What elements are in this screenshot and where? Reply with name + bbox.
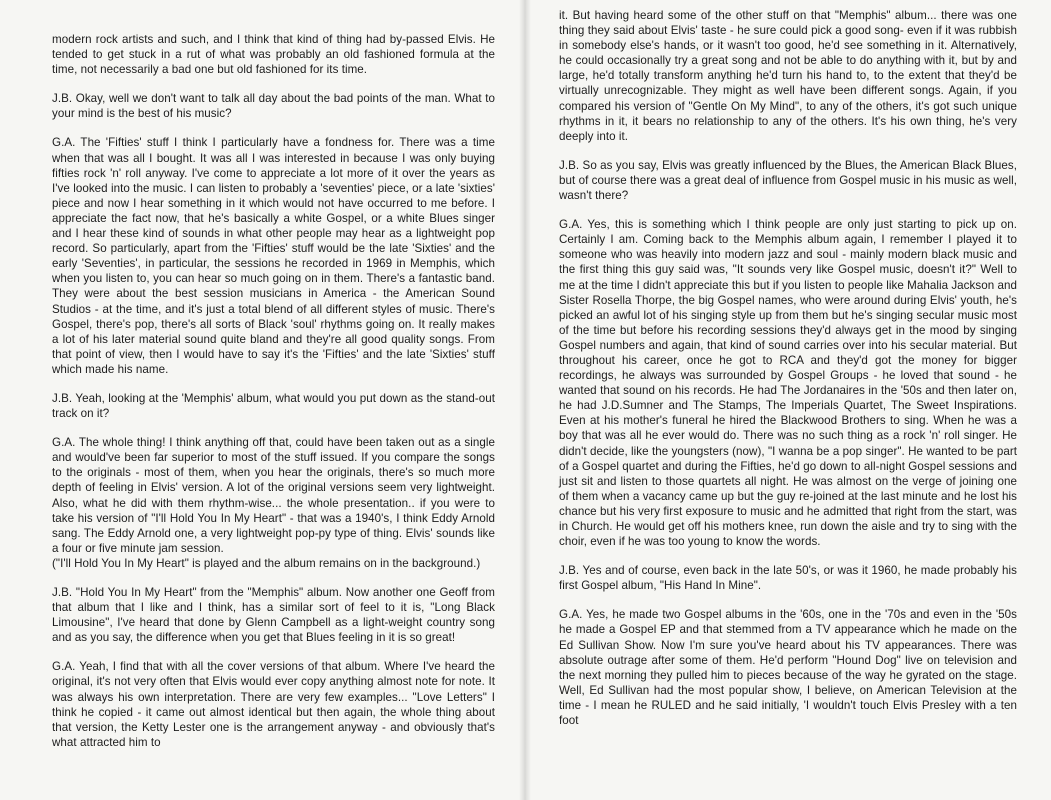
paragraph: J.B. Yeah, looking at the 'Memphis' album, what would you put down as the stand-out track on it? bbox=[52, 391, 495, 421]
paragraph: G.A. The 'Fifties' stuff I think I particularly have a fondness for. There was a time when that was all I bought. It was all I was interested in because I was only buying fifties rock 'n' roll anyway. I've come to appreciate a lot more of it over the years as I've looked into the music. I can listen to probably a 'seventies' piece, or a late 'sixties' piece and now I hear something in it which would not have occurred to me before. I appreciate the fact now, that he's basically a white Gospel, or a white Blues singer and I hear these kind of sounds in what other people may hear as a lightweight pop record. So particularly, apart from the 'Fifties' stuff would be the late 'Sixties' and the early 'Seventies', in particular, the sessions he recorded in 1969 in Memphis, which when you listen to, you can hear so much going on in them. There's a fantastic band. They were about the best session musicians in America - the American Sound Studios - at the time, and it's just a total blend of all different styles of music. There's Gospel, there's pop, there's all sorts of Black 'soul' rhythms going on. It really makes a lot of his later material sound quite bland and they're all good quality songs. From that point of view, then I would have to say it's the 'Fifties' and the late 'Sixties' stuff which made his name. bbox=[52, 136, 495, 376]
paragraph: it. But having heard some of the other stuff on that "Memphis" album... there was one thing they said about Elvis' taste - he sure could pick a good song- even if it was rubbish in somebody else's hands, or it wasn't too good, he'd see something in it. Alternatively, he could occasionally try a great song and not be able to do anything with it, but by and large, he'd totally transform anything he'd turn his hand to, to the extent that they'd be virtually unrecognizable. They might as well have been different songs. Again, if you compared his version of "Gentle On My Mind", to any of the others, it's got such unique rhythms in it, it bears no relationship to any of the others. It's his own thing, he's very deeply into it. bbox=[559, 9, 1017, 143]
paragraph: G.A. Yeah, I find that with all the cover versions of that album. Where I've heard the original, it's not very often that Elvis would ever copy anything almost note for note. It was always his own interpretation. There are very few examples... "Love Letters" I think he copied - it came out almost identical but then again, the whole thing about that version, the Ketty Lester one is the arrangement anyway - and obviously that's what attracted him to bbox=[52, 660, 495, 749]
paragraph: J.B. "Hold You In My Heart" from the "Memphis" album. Now another one Geoff from that album that I like and I think, has a similar sort of feel to it is, "Long Black Limousine", I've heard that done by Glenn Campbell as a light-weight country song and as you say, the difference when you get that Blues feeling in it is so great! bbox=[52, 586, 495, 645]
paragraph: J.B. Yes and of course, even back in the late 50's, or was it 1960, he made probably his first Gospel album, "His Hand In Mine". bbox=[559, 564, 1017, 593]
page-gutter bbox=[519, 0, 531, 800]
right-page bbox=[525, 0, 1051, 800]
paragraph: modern rock artists and such, and I think that kind of thing had by-passed Elvis. He tended to get stuck in a rut of what was probably an old fashioned formula at the time, not necessarily a bad one but old fashioned for its time. bbox=[52, 33, 495, 77]
paragraph: J.B. So as you say, Elvis was greatly influenced by the Blues, the American Black Blues, but of course there was a great deal of influence from Gospel music in his music as well, wasn't there? bbox=[559, 158, 1017, 203]
paragraph: G.A. The whole thing! I think anything off that, could have been taken out as a single and would've been far superior to most of the stuff issued. If you compare the songs to the originals - most of them, when you hear the originals, there's so much more depth of feeling in Elvis' version. A lot of the original versions seem very lightweight. Also, what he did with them rhythm-wise... the whole presentation.. if you were to take his version of "I'll Hold You In My Heart" - that was a 1940's, I think Eddy Arnold sang. The Eddy Arnold one, a very lightweight pop-py type of thing. Elvis' sounds like a four or five minute jam session. bbox=[52, 436, 495, 555]
stage-note: ("I'll Hold You In My Heart" is played and the album remains on in the background.) bbox=[52, 556, 481, 570]
left-page bbox=[0, 0, 525, 800]
paragraph: G.A. Yes, he made two Gospel albums in the '60s, one in the '70s and even in the '50s he made a Gospel EP and that stemmed from a TV appearance which he made on the Ed Sullivan Show. Now I'm sure you've heard about his TV appearances. There was absolute outrage after some of them. He'd perform "Hound Dog" live on television and the next morning they pulled him to pieces because of the way he gyrated on the stage. Well, Ed Sullivan had the most popular show, I believe, on American Television at the time - I mean he RULED and he said initially, 'I wouldn't touch Elvis Presley with a ten foot bbox=[559, 608, 1017, 728]
paragraph: J.B. Okay, well we don't want to talk all day about the bad points of the man. What to your mind is the best of his music? bbox=[52, 92, 495, 121]
paragraph: G.A. Yes, this is something which I think people are only just starting to pick up on. Certainly I am. Coming back to the Memphis album again, I remember I played it to someone who was heavily into modern jazz and soul - mainly modern black music and the first thing this guy said was, "It sounds very like Gospel music, doesn't it?" Well to me at the time I didn't appreciate this but if you listen to people like Mahalia Jackson and Sister Rosella Thorpe, the big Gospel names, who were around during Elvis' youth, he's picked an awful lot of his singing style up from them but he's singing secular music most of the time but before his recording sessions they'd always get in the mood by singing Gospel numbers and again, that kind of sound carries over into his secular material. But throughout his career, once he got to RCA and they'd got the money for bigger recordings, he always was surrounded by Gospel Groups - he loved that sound - he wanted that sound on his records. He had The Jordanaires in the '50s and then later on, he had J.D.Sumner and The Stamps, The Imperials Quartet, The Sweet Inspirations. Even at his mother's funeral he hired the Blackwood Brothers to sing. When he was a boy that was all he ever would do. There was no such thing as a rock 'n' roll singer. He didn't decide, like the youngsters (now), "I wanna be a pop singer". He wanted to be part of a Gospel quartet and during the Fifties, he'd go down to all-night Gospel sessions and just sit and listen to those quartets all night. He was almost on the verge of joining one of them when a vacancy came up but the guy re-joined at the last minute and he lost his chance but his very first exposure to music and he admitted that right from the start, was in Church. He would get off his mothers knee, run down the aisle and try to sing with the choir, even if he was too young to know the words. bbox=[559, 218, 1017, 549]
